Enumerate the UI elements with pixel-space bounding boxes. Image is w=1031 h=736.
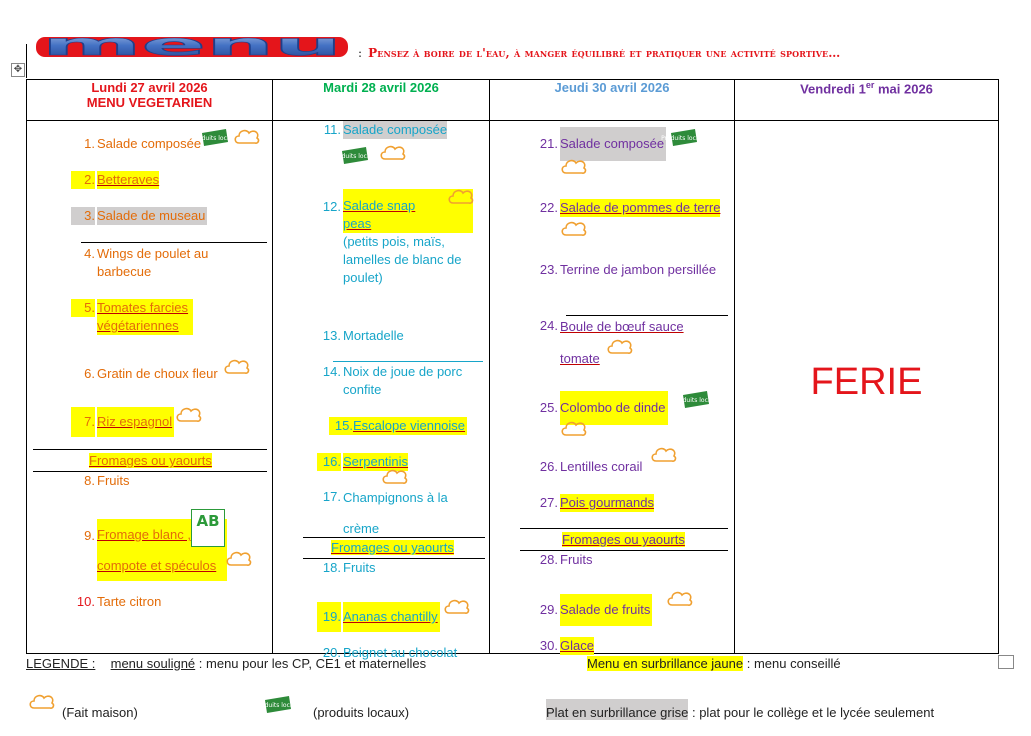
- menu-table: [26, 79, 999, 660]
- list-item: Fromages ou yaourts: [89, 453, 212, 468]
- produits-locaux-icon: [255, 694, 301, 714]
- chef-hat-icon: [28, 692, 56, 712]
- header-jeudi: [490, 80, 735, 121]
- produits-locaux-icon: [661, 127, 707, 147]
- chef-hat-icon: [223, 357, 251, 377]
- ferie-label: FERIE: [810, 361, 923, 403]
- list-item: Fromages ou yaourts: [562, 532, 685, 547]
- legend-underlined-key: menu souligné: [110, 656, 196, 671]
- svg-text:Produits locaux: Produits locaux: [192, 135, 238, 142]
- column-mardi: 11. Salade composée 12. Salade snap peas (petits pois, maïs, lamelles de blanc de poulet) 13. Mortadelle 14. Noix de joue de porc confite 15. Escalope viennoise 16. Serpentinis 17. Champignons à la crème Fromages ou yaourts 18. Fruits 19. Ananas chantilly 20. Beignet au chocolat Produits locaux: [273, 121, 490, 654]
- legend-label: LEGENDE :: [26, 656, 96, 671]
- chef-hat-icon: [379, 143, 407, 163]
- svg-text:Produits locaux: Produits locaux: [255, 702, 301, 709]
- chef-hat-icon: [381, 467, 409, 487]
- produits-locaux-icon: [332, 145, 378, 165]
- list-item: Fromages ou yaourts: [331, 540, 454, 555]
- chef-hat-icon: [650, 445, 678, 465]
- svg-text:Produits locaux: Produits locaux: [332, 153, 378, 160]
- header-vendredi: Vendredi 1er mai 2026: [735, 80, 999, 121]
- svg-text:Produits locaux: Produits locaux: [673, 397, 719, 404]
- chef-hat-icon: [560, 219, 588, 239]
- table-resize-handle[interactable]: [998, 655, 1014, 669]
- divider: [303, 537, 485, 538]
- column-jeudi: 21. Salade composée 22. Salade de pommes de terre 23. Terrine de jambon persillée 24. Boule de bœuf sauce tomate 25. Colombo de dinde 26. Lentilles corail 27. Pois gourmands Fromages ou yaourts 28. Fruits 29. Salade de fruits 30. Glace Produits locaux Produits locaux: [490, 121, 735, 654]
- legend-underlined-desc: : menu pour les CP, CE1 et maternelles: [195, 656, 427, 671]
- menu-logo: [34, 28, 350, 63]
- ab-bio-icon: AB: [191, 509, 225, 547]
- legend-yellow-key: Menu en surbrillance jaune: [587, 656, 744, 671]
- subtitle-lundi: MENU VEGETARIEN: [86, 95, 213, 110]
- date-lundi: Lundi 27 avril 2026: [91, 80, 208, 95]
- divider: [333, 361, 483, 362]
- chef-hat-icon: [606, 337, 634, 357]
- date-mardi: Mardi 28 avril 2026: [323, 80, 439, 95]
- legend-local-desc: (produits locaux): [313, 705, 410, 720]
- margin-bar: [26, 44, 27, 78]
- chef-hat-icon: [225, 549, 253, 569]
- chef-hat-icon: [447, 187, 475, 207]
- legend-yellow: [587, 656, 841, 671]
- divider: [33, 471, 267, 472]
- produits-locaux-icon: [192, 127, 238, 147]
- chef-hat-icon: [666, 589, 694, 609]
- chef-hat-icon: [175, 405, 203, 425]
- column-vendredi: [735, 121, 999, 654]
- svg-text:Produits locaux: Produits locaux: [661, 135, 707, 142]
- chef-hat-icon: [560, 419, 588, 439]
- legend-grey-desc: : plat pour le collège et le lycée seulement: [688, 705, 935, 720]
- header-lundi: [27, 80, 273, 121]
- chef-hat-icon: [560, 157, 588, 177]
- legend-grey-key: Plat en surbrillance grise: [546, 699, 688, 720]
- legend-yellow-desc: : menu conseillé: [743, 656, 841, 671]
- logo-text: menu: [42, 28, 342, 63]
- chef-hat-icon: [233, 127, 261, 147]
- column-lundi: 1. Salade composée 2. Betteraves 3. Salade de museau 4. Wings de poulet au barbecue 5. Tomates farcies végétariennes 6. Gratin de choux fleur 7. Riz espagnol Fromages ou yaourts 8. Fruits 9. Fromage blanc , compote et spéculos 10. Tarte citron Produits locaux AB: [27, 121, 273, 654]
- date-jeudi: Jeudi 30 avril 2026: [554, 80, 670, 95]
- legend-grey: [546, 705, 934, 720]
- divider: [33, 449, 267, 450]
- produits-locaux-icon: [673, 389, 719, 409]
- table-move-handle[interactable]: ✥: [11, 63, 25, 77]
- slogan: : Pensez à boire de l'eau, à manger équilibré et pratiquer une activité sportive…: [358, 46, 841, 60]
- chef-hat-icon: [443, 597, 471, 617]
- header-mardi: [273, 80, 490, 121]
- divider: [81, 242, 267, 243]
- divider: [520, 528, 728, 529]
- legend-line-1: [26, 656, 426, 671]
- legend-chef-desc: (Fait maison): [62, 705, 138, 720]
